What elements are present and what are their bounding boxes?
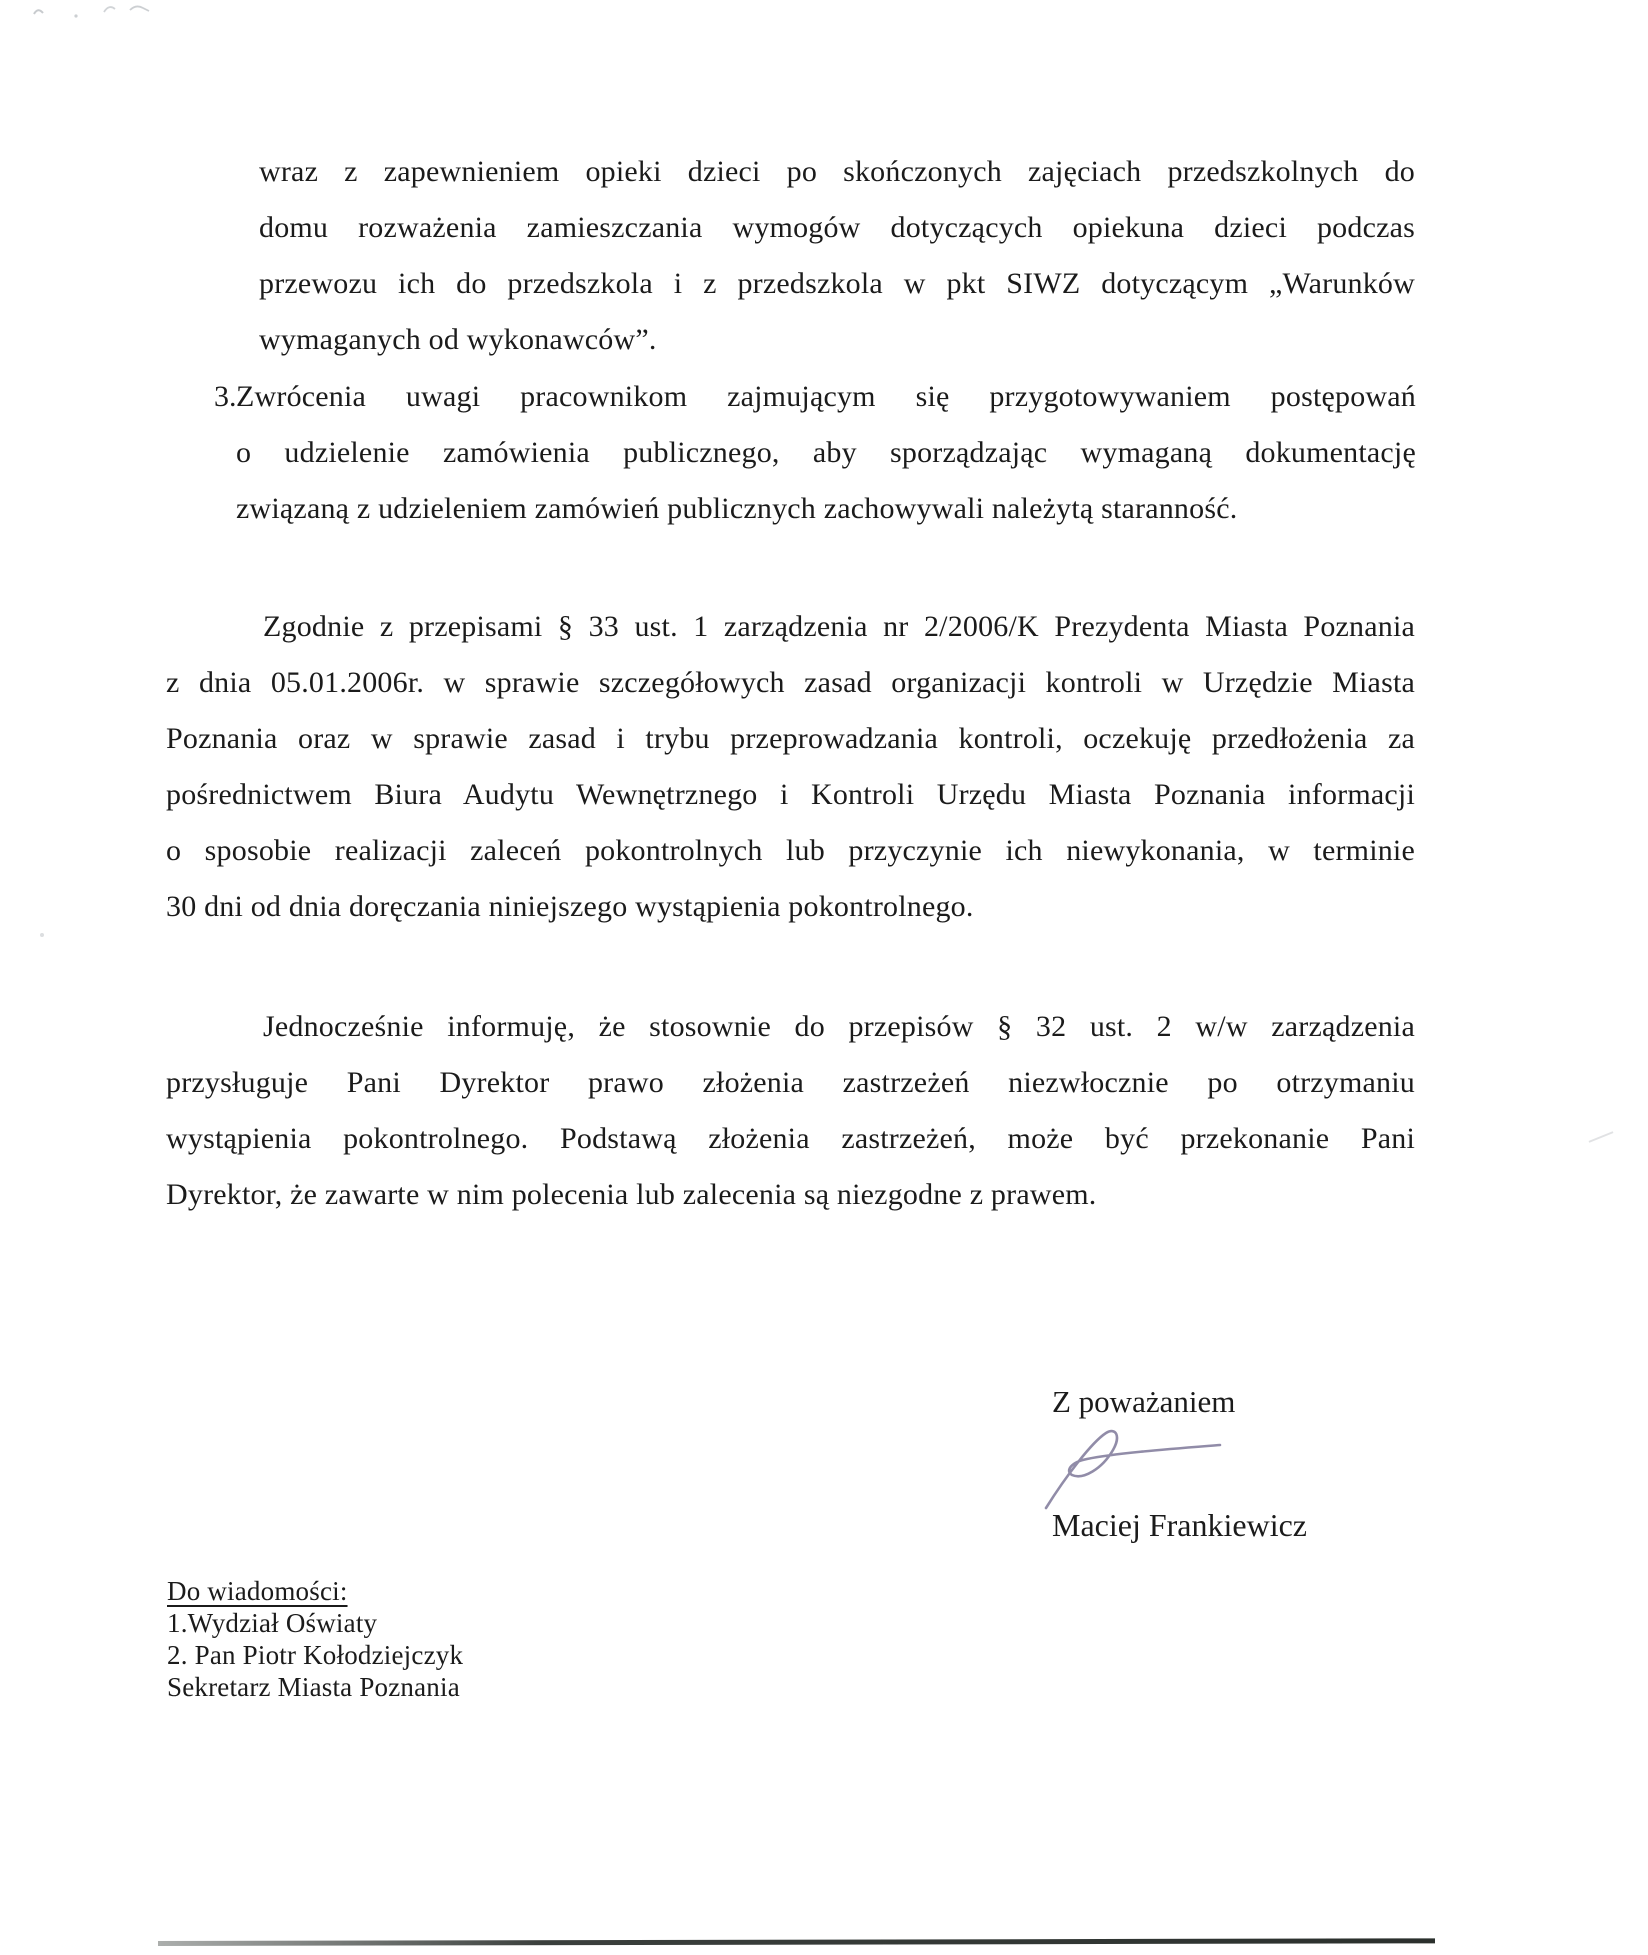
scan-artifact-marks <box>28 0 158 32</box>
paragraph-compliance-line: o sposobie realizacji zaleceń pokontrolnych lub przyczynie ich niewykonania, w terminie <box>166 834 1415 867</box>
paragraph-objections-line: wystąpienia pokontrolnego. Podstawą złożenia zastrzeżeń, może być przekonanie Pani <box>166 1122 1415 1155</box>
list-item-3-line: Zwrócenia uwagi pracownikom zajmującym się przygotowywaniem postępowań <box>236 380 1416 413</box>
paragraph-objections <box>166 999 1415 1223</box>
list-item-3-line: o udzielenie zamówienia publicznego, aby sporządzając wymaganą dokumentację <box>236 436 1416 469</box>
scan-artifact-stroke <box>1589 1131 1614 1143</box>
distribution-heading: Do wiadomości: <box>167 1576 348 1606</box>
distribution-item: 1.Wydział Oświaty <box>167 1608 378 1638</box>
list-item-3-number: 3. <box>214 380 237 413</box>
list-item-2-continuation-line: wraz z zapewnieniem opieki dzieci po skończonych zajęciach przedszkolnych do <box>259 155 1415 188</box>
bottom-rule <box>158 1938 1435 1946</box>
distribution-item: 2. Pan Piotr Kołodziejczyk <box>167 1640 464 1670</box>
list-item-2-continuation-line: domu rozważenia zamieszczania wymogów dotyczących opiekuna dzieci podczas <box>259 211 1415 244</box>
list-item-3-line: związaną z udzieleniem zamówień publicznych zachowywali należytą staranność. <box>236 492 1238 525</box>
handwritten-signature <box>1038 1424 1228 1512</box>
paragraph-compliance <box>166 599 1415 935</box>
distribution-list <box>167 1575 463 1703</box>
distribution-item: Sekretarz Miasta Poznania <box>167 1672 460 1702</box>
list-item-2-continuation-line: przewozu ich do przedszkola i z przedszkola w pkt SIWZ dotyczącym „Warunków <box>259 267 1415 300</box>
paragraph-compliance-line: 30 dni od dnia doręczania niniejszego wystąpienia pokontrolnego. <box>166 890 974 923</box>
list-item-3 <box>236 369 1416 537</box>
list-item-2-continuation <box>259 144 1415 368</box>
paragraph-compliance-line: pośrednictwem Biura Audytu Wewnętrznego i Kontroli Urzędu Miasta Poznania informacji <box>166 778 1415 811</box>
paragraph-objections-line: Dyrektor, że zawarte w nim polecenia lub zalecenia są niezgodne z prawem. <box>166 1178 1097 1211</box>
paragraph-objections-line: przysługuje Pani Dyrektor prawo złożenia zastrzeżeń niezwłocznie po otrzymaniu <box>166 1066 1415 1099</box>
list-item-2-continuation-line: wymaganych od wykonawców”. <box>259 323 657 356</box>
paragraph-compliance-line: Poznania oraz w sprawie zasad i trybu przeprowadzania kontroli, oczekuję przedłożenia za <box>166 722 1415 755</box>
scan-artifact-dot <box>40 933 44 937</box>
paragraph-objections-line: Jednocześnie informuję, że stosownie do przepisów § 32 ust. 2 w/w zarządzenia <box>263 1010 1415 1043</box>
paragraph-compliance-line: Zgodnie z przepisami § 33 ust. 1 zarządzenia nr 2/2006/K Prezydenta Miasta Poznania <box>263 610 1415 643</box>
signer-name: Maciej Frankiewicz <box>1052 1507 1307 1543</box>
closing-salutation: Z poważaniem <box>1052 1384 1236 1419</box>
paragraph-compliance-line: z dnia 05.01.2006r. w sprawie szczegółowych zasad organizacji kontroli w Urzędzie Miasta <box>166 666 1415 699</box>
